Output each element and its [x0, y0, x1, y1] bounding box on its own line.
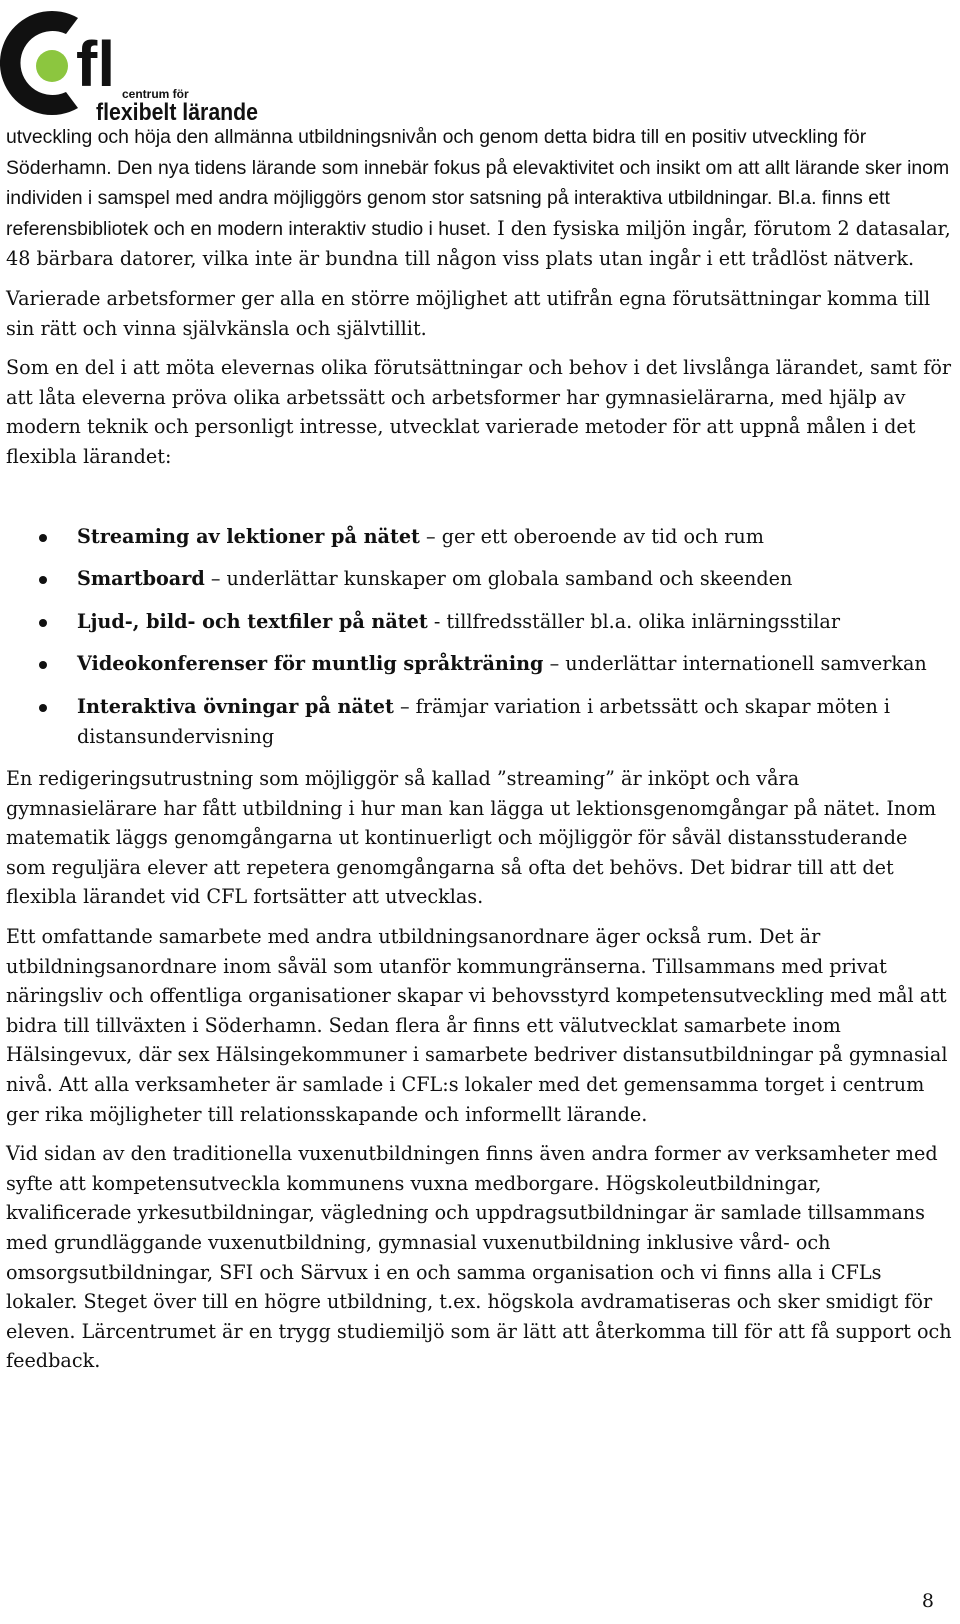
- logo-fl-letters: fl: [76, 28, 116, 100]
- list-item: [6, 607, 952, 637]
- list-item: [6, 649, 952, 679]
- list-item: [6, 564, 952, 594]
- paragraph-1-part-b: I den fysiska miljön ingår, förutom 2 datasalar, 48 bärbara datorer, vilka inte är bundna till någon viss plats utan ingår i ett trådlöst nätverk.: [6, 216, 951, 271]
- list-item-text: – underlättar kunskaper om globala samband och skeenden: [204, 567, 793, 591]
- page-number: 8: [921, 1590, 934, 1612]
- bullet-icon: [39, 661, 47, 669]
- list-item-text: - tillfredsställer bl.a. olika inlärningsstilar: [427, 609, 841, 633]
- cfl-logo-graphic: [4, 4, 260, 126]
- list-item: [6, 522, 952, 552]
- logo-green-dot: [36, 50, 68, 82]
- list-item: [6, 692, 952, 751]
- methods-list: [6, 522, 952, 752]
- list-item-text: – underlättar internationell samverkan: [543, 652, 927, 676]
- document-body: [6, 122, 952, 1386]
- paragraph-1: [6, 122, 952, 274]
- paragraph-5: Ett omfattande samarbete med andra utbildningsanordnare äger också rum. Det är utbildningsanordnare inom såväl som utanför kommungränserna. Tillsammans med privat näringsliv och offentliga organisationer skapar vi behovsstyrd kompetensutveckling med mål att bidra till tillväxten i Söderhamn. Sedan flera år finns ett välutvecklat samarbete inom Hälsingevux, där sex Hälsingekommuner i samarbete bedriver distansutbildningar på gymnasial nivå. Att alla verksamheter är samlade i CFL:s lokaler med det gemensamma torget i centrum ger rika möjligheter till relationsskapande och informellt lärande.: [6, 925, 948, 1126]
- list-item-bold: Smartboard: [77, 567, 205, 591]
- list-item-bold: Videokonferenser för muntlig språkträning: [77, 652, 544, 676]
- logo-line2: flexibelt lärande: [96, 99, 258, 126]
- paragraph-6: Vid sidan av den traditionella vuxenutbildningen finns även andra former av verksamheter med syfte att kompetensutveckla kommunens vuxna medborgare. Högskoleutbildningar, kvalificerade yrkesutbildningar, vägledning och uppdragsutbildningar är samlade tillsammans med grundläggande vuxenutbildning, gymnasial vuxenutbildning inklusive vård- och omsorgsutbildningar, SFI och Särvux i en och samma organisation och vi finns alla i CFLs lokaler. Steget över till en högre utbildning, t.ex. högskola avdramatiseras och sker smidigt för eleven. Lärcentrumet är en trygg studiemiljö som är lätt att återkomma till för att få support och feedback.: [6, 1142, 952, 1373]
- paragraph-3: Som en del i att möta elevernas olika förutsättningar och behov i det livslånga lärandet, samt för att låta eleverna pröva olika arbetssätt och arbetsformer har gymnasielärarna, med hjälp av modern teknik och personligt intresse, utvecklat varierade metoder för att uppnå målen i det flexibla lärandet:: [6, 356, 952, 468]
- cfl-logo: [4, 4, 260, 126]
- paragraph-4: En redigeringsutrustning som möjliggör så kallad ”streaming” är inköpt och våra gymnasielärare har fått utbildning i hur man kan lägga ut lektionsgenomgångar på nätet. Inom matematik läggs genomgångarna ut kontinuerligt och möjliggör för såväl distansstuderande som reguljära elever att repetera genomgångarna så ofta det behövs. Det bidrar till att det flexibla lärandet vid CFL fortsätter att utvecklas.: [6, 767, 937, 909]
- bullet-icon: [39, 576, 47, 584]
- bullet-icon: [39, 704, 47, 712]
- list-item-bold: Ljud-, bild- och textfiler på nätet: [77, 609, 428, 633]
- list-item-bold: Streaming av lektioner på nätet: [77, 524, 420, 548]
- list-item-text: – främjar variation i arbetssätt och skapar möten i distansundervisning: [77, 694, 891, 748]
- paragraph-1-part-a: utveckling och höja den allmänna utbildningsnivån och genom detta bidra till en positiv utveckling för Söderhamn. Den nya tidens lärande som innebär fokus på elevaktivitet och insikt om att allt lärande sker inom individen i samspel med andra möjliggörs genom stor satsning på interaktiva utbildningar. Bl.a. finns ett referensbibliotek och en modern interaktiv studio i huset.: [6, 126, 950, 240]
- logo-line1: centrum för: [122, 87, 189, 101]
- list-item-text: – ger ett oberoende av tid och rum: [419, 524, 764, 548]
- paragraph-2: Varierade arbetsformer ger alla en större möjlighet att utifrån egna förutsättningar komma till sin rätt och vinna självkänsla och självtillit.: [6, 286, 931, 340]
- bullet-icon: [39, 619, 47, 627]
- bullet-icon: [39, 534, 47, 542]
- list-item-bold: Interaktiva övningar på nätet: [77, 694, 394, 718]
